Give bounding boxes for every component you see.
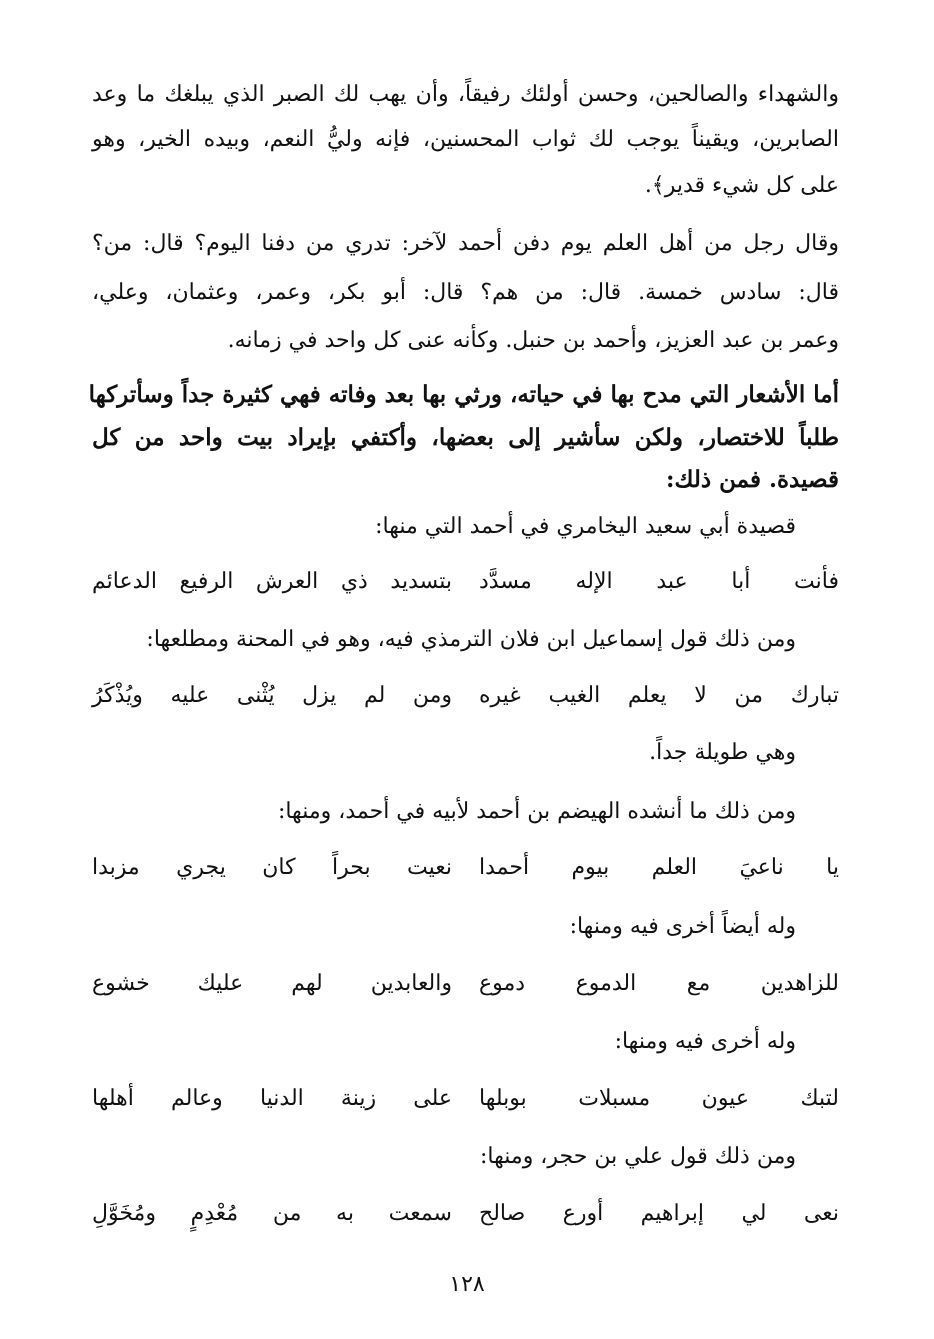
bold-text-line: طلباً للاختصار، ولكن سأشير إلى بعضها، وأكتفي بإيراد بيت واحد من كل bbox=[92, 424, 839, 451]
verse-intro: ومن ذلك قول إسماعيل ابن فلان الترمذي فيه، وهو في المحنة ومطلعها: bbox=[146, 627, 796, 652]
verse-first-hemistich: لتبك عيون مسبلات بوبلها bbox=[479, 1086, 839, 1111]
bold-text-line: قصيدة. فمن ذلك: bbox=[666, 466, 839, 493]
verse-line bbox=[92, 1198, 839, 1230]
text-line: الصابرين، ويقيناً يوجب لك ثواب المحسنين، فإنه وليُّ النعم، وبيده الخير، وهو bbox=[92, 127, 839, 152]
verse-second-hemistich: والعابدين لهم عليك خشوع bbox=[92, 971, 452, 996]
verse-line bbox=[92, 680, 839, 712]
verse-note: وهي طويلة جداً. bbox=[649, 740, 796, 765]
text-line: وقال رجل من أهل العلم يوم دفن أحمد لآخر: تدري من دفنا اليوم؟ قال: من؟ bbox=[92, 231, 839, 256]
verse-intro: ومن ذلك قول علي بن حجر، ومنها: bbox=[480, 1144, 796, 1169]
verse-first-hemistich: فأنت أبا عبد الإله مسدَّد bbox=[479, 569, 839, 594]
verse-intro: قصيدة أبي سعيد اليخامري في أحمد التي منها: bbox=[375, 514, 796, 539]
verse-first-hemistich: يا ناعيَ العلم بيوم أحمدا bbox=[479, 855, 839, 880]
verse-line bbox=[92, 1083, 839, 1115]
verse-line bbox=[92, 566, 839, 598]
verse-line bbox=[92, 852, 839, 884]
verse-second-hemistich: بتسديد ذي العرش الرفيع الدعائم bbox=[92, 569, 452, 594]
verse-line bbox=[92, 968, 839, 1000]
text-line: والشهداء والصالحين، وحسن أولئك رفيقاً، وأن يهب لك الصبر الذي يبلغك ما وعد bbox=[92, 82, 839, 107]
page-number: ١٢٨ bbox=[449, 1272, 485, 1297]
verse-intro: وله أخرى فيه ومنها: bbox=[614, 1029, 796, 1054]
verse-intro: وله أيضاً أخرى فيه ومنها: bbox=[569, 914, 796, 939]
verse-first-hemistich: تبارك من لا يعلم الغيب غيره bbox=[479, 683, 839, 708]
verse-second-hemistich: سمعت به من مُعْدِمٍ ومُخَوَّلِ bbox=[92, 1201, 452, 1226]
verse-second-hemistich: ومن لم يزل يُثْنى عليه ويُذْكَرُ bbox=[92, 683, 452, 708]
verse-second-hemistich: على زينة الدنيا وعالم أهلها bbox=[92, 1086, 452, 1111]
text-line: على كل شيء قدير﴾. bbox=[644, 173, 839, 198]
text-line: قال: سادس خمسة. قال: من هم؟ قال: أبو بكر، وعمر، وعثمان، وعلي، bbox=[92, 280, 839, 305]
verse-first-hemistich: للزاهدين مع الدموع دموع bbox=[479, 971, 839, 996]
verse-second-hemistich: نعيت بحراً كان يجري مزبدا bbox=[92, 855, 452, 880]
bold-text-line: أما الأشعار التي مدح بها في حياته، ورثي بها بعد وفاته فهي كثيرة جداً وسأتركها bbox=[88, 381, 839, 408]
text-line: وعمر بن عبد العزيز، وأحمد بن حنبل. وكأنه عنى كل واحد في زمانه. bbox=[227, 328, 839, 353]
verse-intro: ومن ذلك ما أنشده الهيضم بن أحمد لأبيه في أحمد، ومنها: bbox=[277, 799, 796, 824]
verse-first-hemistich: نعى لي إبراهيم أورع صالح bbox=[479, 1201, 839, 1226]
